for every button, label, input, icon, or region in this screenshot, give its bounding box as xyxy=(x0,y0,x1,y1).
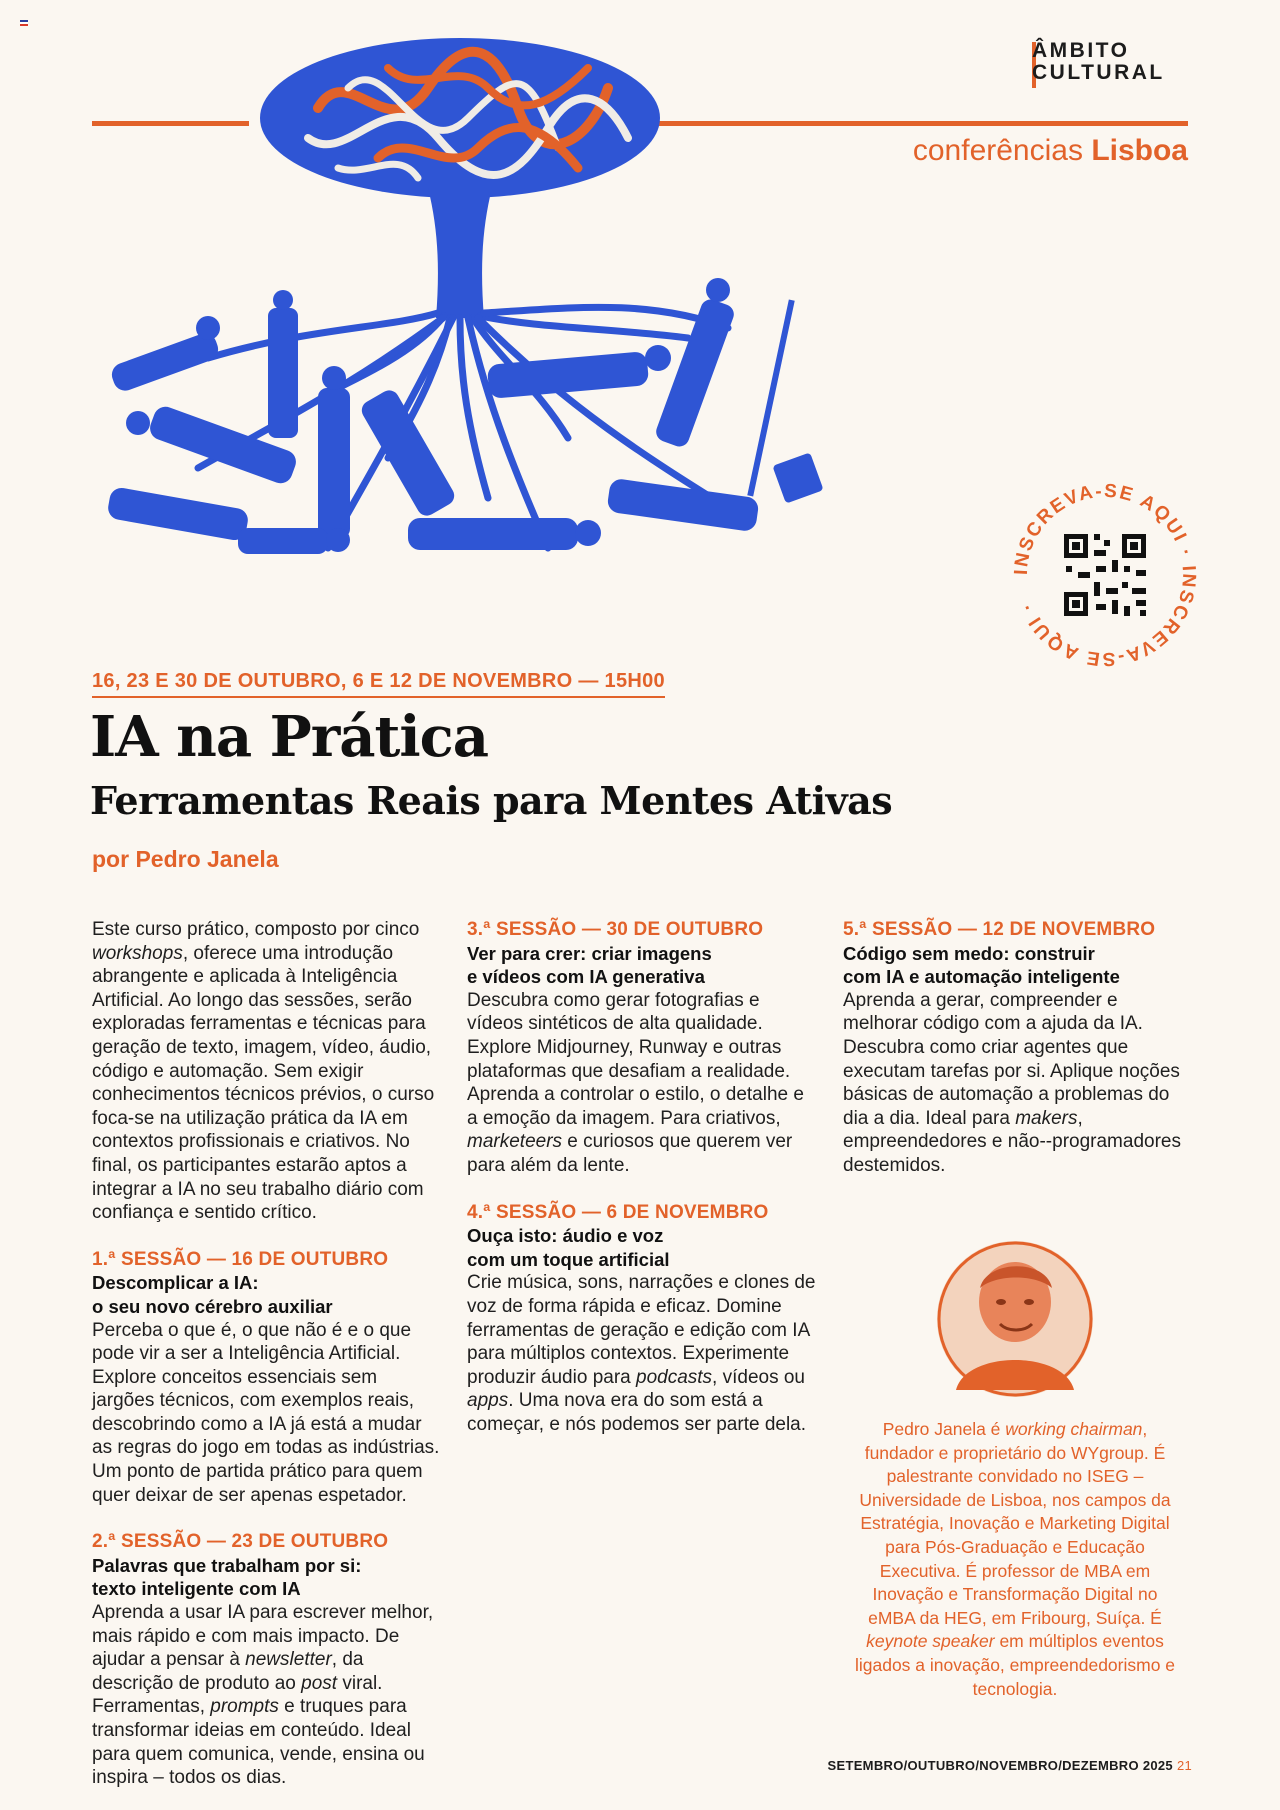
session-heading: 3.ª SESSÃO — 30 DE OUTUBRO xyxy=(467,919,764,940)
intro-paragraph: Este curso prático, composto por cinco workshops, oferece uma introdução abrangente e aplicada à Inteligência Artificial. Ao longo das sessões, serão exploradas ferramentas e técnicas para geração de texto, imagem, vídeo, áudio, código e automação. Sem exigir conhecimentos técnicos prévios, o curso foca-se na utilização prática da IA em contextos profissionais e criativos. No final, os participantes estarão aptos a integrar a IA no seu trabalho diário com confiança e sentido crítico. xyxy=(92,919,435,1224)
page-title: IA na Prática xyxy=(90,704,489,770)
page-number: 21 xyxy=(1176,1758,1192,1773)
badge-ring-text: INSCREVA-SE AQUI · INSCREVA-SE AQUI · xyxy=(1010,480,1200,670)
brand-line-1: ÂMBITO xyxy=(1032,39,1130,62)
qr-code-icon[interactable] xyxy=(1062,532,1148,618)
session-title: Palavras que trabalham por si: texto inteligente com IA xyxy=(92,1554,362,1600)
session-heading: 4.ª SESSÃO — 6 DE NOVEMBRO xyxy=(467,1201,769,1223)
section-label-light: conferências xyxy=(912,134,1083,167)
session-title: Descomplicar a IA: o seu novo cérebro auxiliar xyxy=(92,1272,333,1317)
author-portrait xyxy=(936,1240,1094,1398)
session-3 xyxy=(467,918,817,1178)
tree-illustration xyxy=(88,28,908,648)
session-body: Aprenda a usar IA para escrever melhor, mais rápido e com mais impacto. De ajudar a pensar à newsletter, da descrição de produto ao post viral. Ferramentas, prompts e truques para transformar ideias em conteúdo. Ideal para quem comunica, vende, ensina ou inspira – todos os dias. xyxy=(92,1602,434,1789)
session-4 xyxy=(467,1201,817,1437)
brand-logo xyxy=(1032,40,1192,84)
column-1 xyxy=(92,918,442,1790)
session-body: Aprenda a gerar, compreender e melhorar código com a ajuda da IA. Descubra como criar agentes que executam tarefas por si. Aplique noções básicas de automação a problemas do dia a dia. Ideal para makers, empreendedores e não--programadores destemidos. xyxy=(843,989,1181,1176)
author-byline: por Pedro Janela xyxy=(92,846,279,872)
flag-icon xyxy=(20,20,28,26)
session-title: Ouça isto: áudio e voz com um toque artificial xyxy=(467,1225,670,1270)
column-2 xyxy=(467,918,817,1436)
session-heading: 2.ª SESSÃO — 23 DE OUTUBRO xyxy=(92,1531,389,1553)
session-5 xyxy=(843,918,1188,1178)
session-heading: 5.ª SESSÃO — 12 DE NOVEMBRO xyxy=(843,919,1156,940)
session-2 xyxy=(92,1530,442,1790)
section-label-bold: Lisboa xyxy=(1091,134,1188,167)
session-body: Perceba o que é, o que não é e o que pode vir a ser a Inteligência Artificial. Explore conceitos essenciais sem jargões técnicos, com exemplos reais, descobrindo como a IA já está a mudar as regras do jogo em todas as indústrias. Um ponto de partida prático para quem quer deixar de ser apenas espetador. xyxy=(92,1319,440,1506)
column-3 xyxy=(843,918,1188,1178)
qr-signup-badge[interactable] xyxy=(1000,470,1210,680)
page-footer xyxy=(828,1758,1192,1773)
event-dates: 16, 23 E 30 DE OUTUBRO, 6 E 12 DE NOVEMBRO — 15H00 xyxy=(92,670,665,698)
page-subtitle: Ferramentas Reais para Mentes Ativas xyxy=(90,778,893,823)
session-title: Ver para crer: criar imagens e vídeos com IA generativa xyxy=(467,942,712,988)
session-title: Código sem medo: construir com IA e automação inteligente xyxy=(843,942,1120,988)
brand-line-2: CULTURAL xyxy=(1032,61,1165,84)
session-body: Crie música, sons, narrações e clones de voz de forma rápida e eficaz. Domine ferramentas de geração e edição com IA para múltiplos contextos. Experimente produzir áudio para podcasts, vídeos ou apps. Uma nova era do som está a começar, e nós podemos ser parte dela. xyxy=(467,1272,816,1435)
author-bio: Pedro Janela é working chairman, fundador e proprietário do WYgroup. É palestrante convidado no ISEG – Universidade de Lisboa, nos campos da Estratégia, Inovação e Marketing Digital para Pós-Graduação e Educação Executiva. É professor de MBA em Inovação e Transformação Digital no eMBA da HEG, em Fribourg, Suíça. É keynote speaker em múltiplos eventos ligados a inovação, empreendedorismo e tecnologia. xyxy=(854,1419,1176,1699)
session-body: Descubra como gerar fotografias e vídeos sintéticos de alta qualidade. Explore Midjourney, Runway e outras plataformas que desafiam a realidade. Aprenda a controlar o estilo, o detalhe e a emoção da imagem. Para criativos, marketeers e curiosos que querem ver para além da lente. xyxy=(467,989,804,1176)
issue-label: SETEMBRO/OUTUBRO/NOVEMBRO/DEZEMBRO 2025 xyxy=(827,1758,1173,1773)
session-heading: 1.ª SESSÃO — 16 DE OUTUBRO xyxy=(92,1248,389,1270)
section-label xyxy=(913,134,1188,168)
session-1 xyxy=(92,1248,442,1508)
